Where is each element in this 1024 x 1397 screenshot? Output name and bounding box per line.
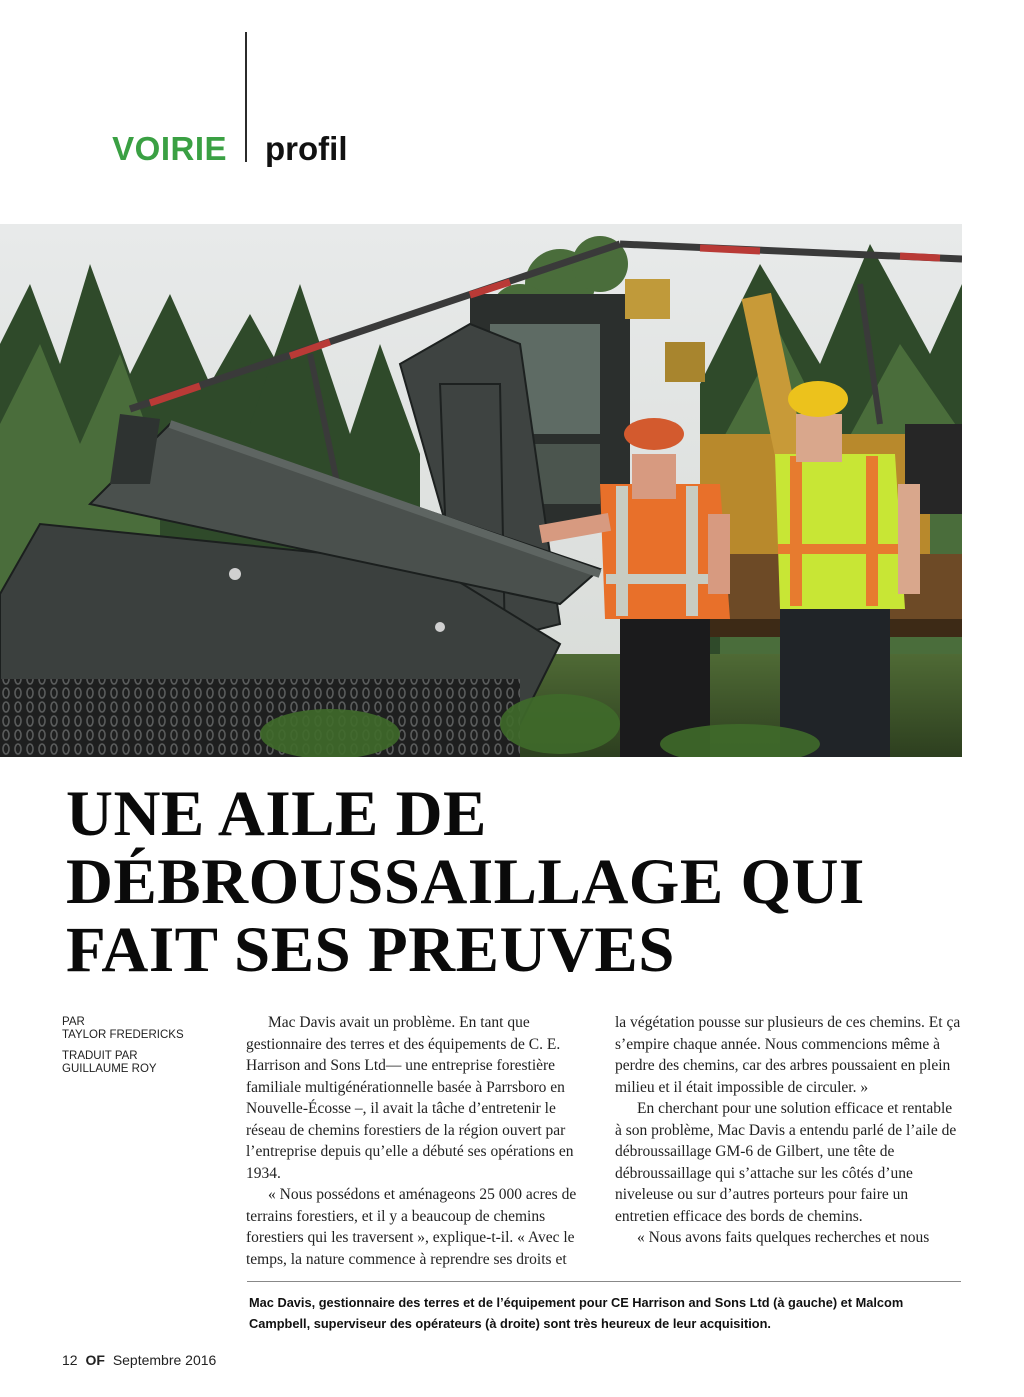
page-footer xyxy=(62,1352,216,1368)
section-header xyxy=(0,0,1024,200)
headline-line-3: FAIT SES PREUVES xyxy=(66,914,675,986)
section-divider xyxy=(245,32,247,162)
caption-divider xyxy=(247,1281,961,1282)
page-number: 12 xyxy=(62,1352,78,1368)
body-paragraph: « Nous possédons et aménageons 25 000 acres de terrains forestiers, et il y a beaucoup de chemins forestiers qui les traversent », explique-t-il. « Avec le temps, la nature commence à reprendre ses droits et xyxy=(246,1186,577,1268)
byline xyxy=(62,1016,232,1084)
body-paragraph: « Nous avons faits quelques recherches et nous xyxy=(637,1229,930,1246)
magazine-name: OF xyxy=(85,1352,105,1368)
body-paragraph: la végétation pousse sur plusieurs de ces chemins. Et ça s’empire chaque année. Nous commencions même à perdre des chemins, car des arbres poussaient en plein milieu et il était impossible de circuler. » xyxy=(615,1014,961,1096)
feature-photo xyxy=(0,224,962,757)
issue-date: Septembre 2016 xyxy=(112,1352,217,1368)
body-column-1 xyxy=(246,1012,592,1270)
section-name: VOIRIE xyxy=(112,130,227,167)
byline-by-label: PAR xyxy=(62,1016,85,1028)
body-paragraph: Mac Davis avait un problème. En tant que gestionnaire des terres et des équipements de C. E. Harrison and Sons Ltd— une entreprise forestière familiale multigénérationnelle basée à Parrsboro en Nouvelle-Écosse –, il avait la tâche d’entretenir le réseau de chemins forestiers de la région ouvert par l’entreprise depuis qu’elle a débuté ses opérations en 1934. xyxy=(246,1014,574,1182)
byline-translator: GUILLAUME ROY xyxy=(62,1063,157,1075)
body-paragraph: En cherchant pour une solution efficace et rentable à son problème, Mac Davis a entendu parlé de l’aile de débroussaillage GM-6 de Gilbert, une tête de débroussaillage qui s’attache sur les côtés d’une niveleuse ou sur d’autres porteurs pour faire un entretien efficace des bords de chemins. xyxy=(615,1100,957,1225)
body-column-2 xyxy=(615,1012,961,1249)
byline-author: TAYLOR FREDERICKS xyxy=(62,1029,184,1041)
headline xyxy=(66,780,966,984)
section-subtitle: profil xyxy=(265,130,348,167)
byline-translated-label: TRADUIT PAR xyxy=(62,1050,138,1062)
headline-line-1: UNE AILE DE xyxy=(66,778,487,850)
photo-caption: Mac Davis, gestionnaire des terres et de l’équipement pour CE Harrison and Sons Ltd (à gauche) et Malcom Campbell, superviseur des opérateurs (à droite) sont très heureux de leur acquisition. xyxy=(249,1295,904,1331)
headline-line-2: DÉBROUSSAILLAGE QUI xyxy=(66,846,865,918)
